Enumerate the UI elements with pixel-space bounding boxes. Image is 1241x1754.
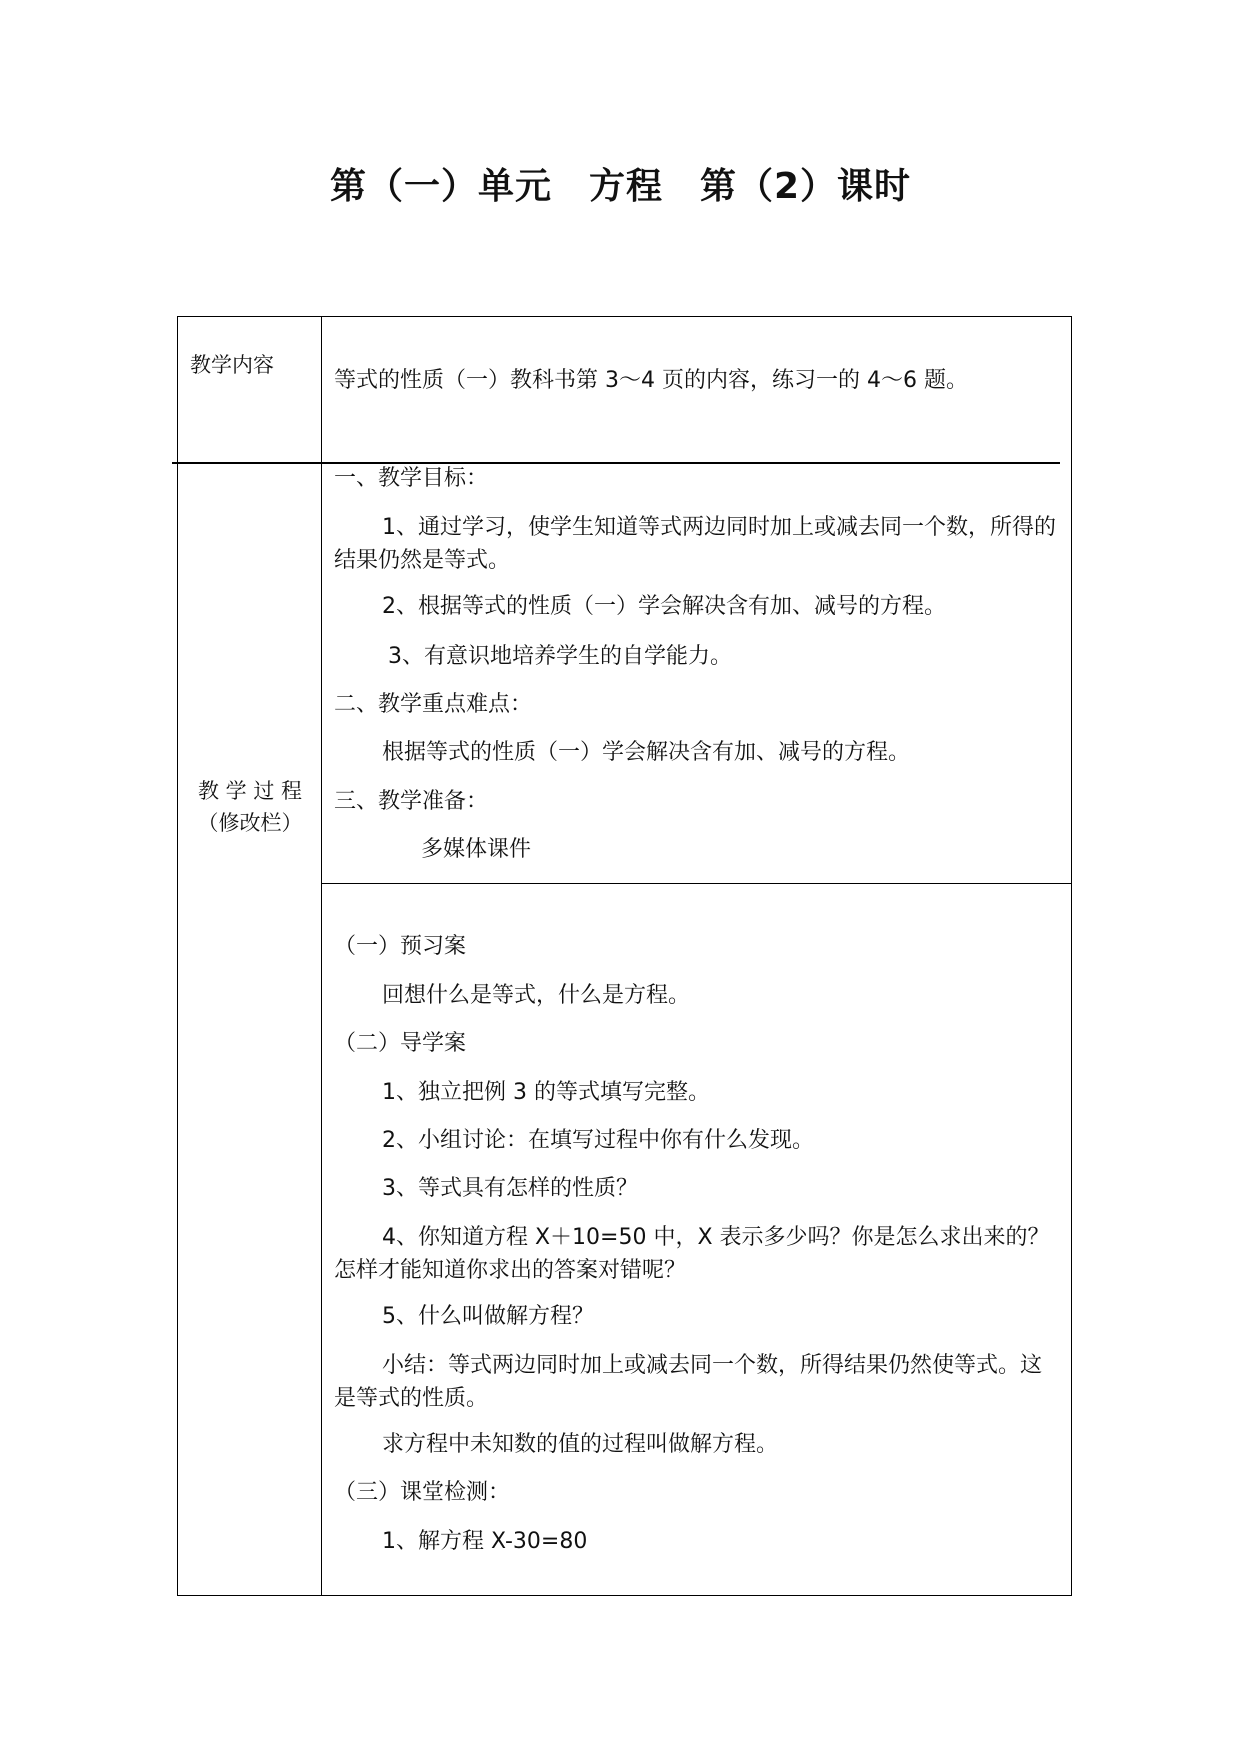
column-divider	[321, 316, 322, 1596]
table-left-border	[177, 316, 178, 1596]
preview-heading: （一）预习案	[334, 934, 467, 959]
key-points-heading: 二、教学重点难点：	[334, 692, 533, 717]
guided-heading: （二）导学案	[334, 1031, 467, 1056]
guided-item-2: 2、小组讨论：在填写过程中你有什么发现。	[382, 1128, 814, 1153]
definition-text: 求方程中未知数的值的过程叫做解方程。	[382, 1432, 779, 1457]
objective-1: 1、通过学习，使学生知道等式两边同时加上或减去同一个数，所得的结果仍然是等式。	[334, 515, 1056, 573]
process-label: 教 学 过 程	[197, 779, 303, 803]
guided-item-4: 4、你知道方程 X＋10=50 中，X 表示多少吗？你是怎么求出来的？怎样才能知道你求出的答案对错呢？	[334, 1225, 1050, 1283]
guided-item-1: 1、独立把例 3 的等式填写完整。	[382, 1080, 710, 1105]
preparation-text: 多媒体课件	[421, 837, 532, 862]
table-bottom-border	[177, 1595, 1071, 1596]
table-top-border	[177, 316, 1071, 317]
objectives-heading: 一、教学目标：	[334, 466, 489, 491]
class-test-heading: （三）课堂检测：	[334, 1480, 511, 1505]
guided-item-3: 3、等式具有怎样的性质？	[382, 1176, 638, 1201]
objective-2: 2、根据等式的性质（一）学会解决含有加、减号的方程。	[382, 594, 946, 619]
preparation-heading: 三、教学准备：	[334, 789, 489, 814]
content-label: 教学内容	[190, 353, 274, 377]
table-right-border	[1071, 316, 1072, 1596]
content-text: 等式的性质（一）教科书第 3～4 页的内容，练习一的 4～6 题。	[334, 368, 968, 393]
revision-column-label: （修改栏）	[197, 811, 303, 835]
summary-text: 小结：等式两边同时加上或减去同一个数，所得结果仍然使等式。这是等式的性质。	[334, 1353, 1043, 1411]
key-points-text: 根据等式的性质（一）学会解决含有加、减号的方程。	[382, 740, 911, 765]
preview-text: 回想什么是等式，什么是方程。	[382, 983, 691, 1008]
guided-item-5: 5、什么叫做解方程？	[382, 1304, 594, 1329]
objective-3: 3、有意识地培养学生的自学能力。	[388, 644, 732, 669]
class-test-item-1: 1、解方程 X-30=80	[382, 1529, 588, 1554]
page-title: 第（一）单元 方程 第（2）课时	[329, 166, 912, 207]
cell-divider-1	[321, 883, 1071, 884]
